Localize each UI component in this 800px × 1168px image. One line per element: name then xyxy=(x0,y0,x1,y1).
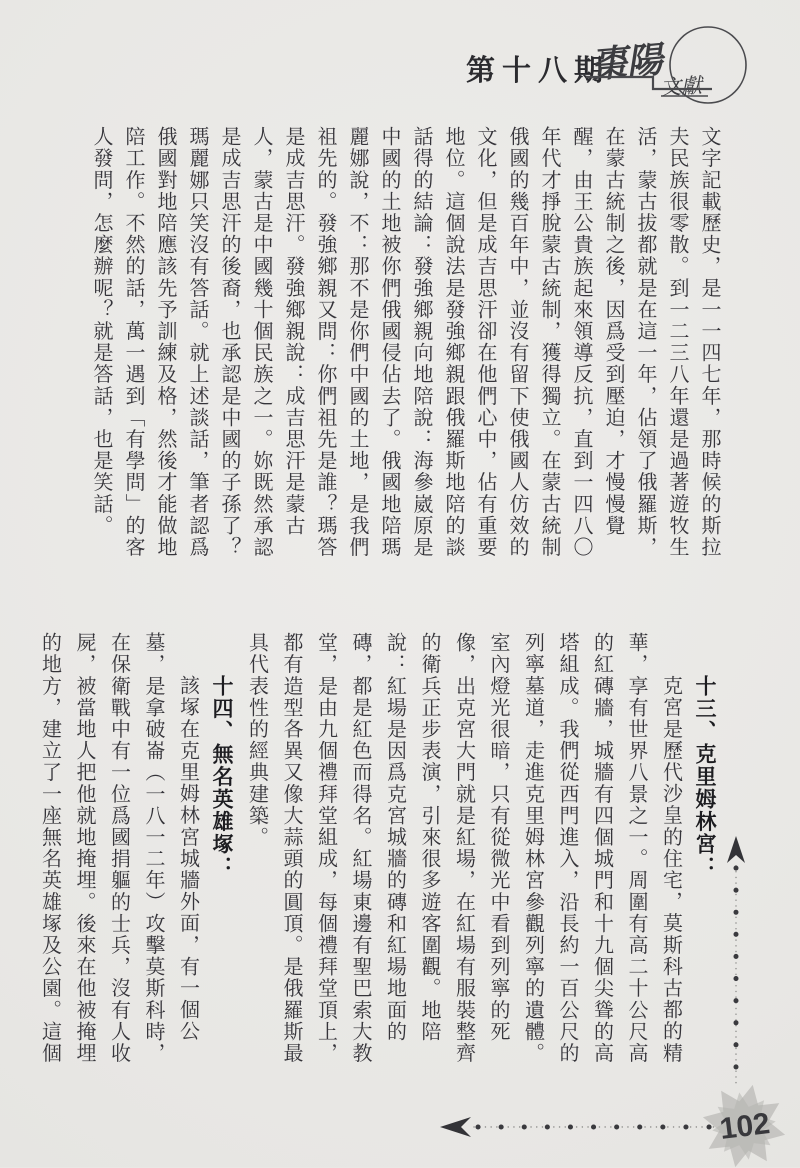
text-column: 俄國對地陪應該先予訓練及格，然後才能做地 xyxy=(154,126,176,558)
text-column: 文字記載歷史，是一一四七年，那時候的斯拉 xyxy=(698,126,720,558)
text-column: 克宮是歷代沙皇的住宅，莫斯科古都的精 xyxy=(659,675,682,1064)
left-arrow-icon xyxy=(440,1117,471,1137)
text-column: 是成吉思汗的後裔，也承認是中國的子孫了？ xyxy=(218,126,240,558)
text-column: 是成吉思汗。發強鄉親說：成吉思汗是蒙古 xyxy=(282,126,304,537)
text-column: 華，享有世界八景之一。周圍有高二十公尺高 xyxy=(625,632,647,1064)
text-column: 地位。這個說法是發強鄉親跟俄羅斯地陪的談 xyxy=(442,126,464,558)
text-column: 在蒙古統制之後，因爲受到壓迫，才慢慢覺 xyxy=(602,126,624,537)
text-column: 活，蒙古拔都就是在這一年，佔領了俄羅斯， xyxy=(634,126,656,558)
text-column: 夫民族很零散。到一二三八年還是過著遊牧生 xyxy=(666,126,688,558)
text-column: 的衛兵正步表演，引來很多遊客圍觀。地陪 xyxy=(418,632,440,1043)
text-column: 塔組成。我們從西門進入，沿長約一百公尺的 xyxy=(556,632,578,1064)
text-column: 麗娜說，不：那不是你們中國的土地，是我們 xyxy=(346,126,368,558)
text-column: 堂，是由九個禮拜堂組成，每個禮拜堂頂上， xyxy=(314,632,337,1064)
text-column: 中國的土地被你們俄國侵佔去了。俄國地陪瑪 xyxy=(378,126,400,558)
text-column: 人發問，怎麼辦呢？就是答話，也是笑話。 xyxy=(90,126,112,537)
vertical-dotted-line xyxy=(713,836,759,1092)
journal-logo xyxy=(575,16,765,128)
text-column: 像，出克宮大門就是紅場，在紅場有服裝整齊 xyxy=(452,632,475,1064)
up-arrow-icon xyxy=(727,836,745,863)
section-heading: 十三、克里姆林宮： xyxy=(693,675,717,879)
text-column: 年代才掙脫蒙古統制，獲得獨立。在蒙古統制 xyxy=(538,126,560,558)
text-column: 具代表性的經典建築。 xyxy=(245,632,268,848)
text-column: 文化，但是成吉思汗卻在他們心中，佔有重要 xyxy=(474,126,496,558)
text-column: 祖先的。發強鄉親又問：你們祖先是誰？瑪答 xyxy=(314,126,336,558)
text-column: 醒，由王公貴族起來領導反抗，直到一四八〇 xyxy=(570,126,592,558)
text-column: 陪工作。不然的話，萬一遇到「有學問」的客 xyxy=(122,126,144,558)
text-column: 的紅磚牆，城牆有四個城門和十九個尖聳的高 xyxy=(590,632,613,1064)
text-column: 都有造型各異又像大蒜頭的圓頂。是俄羅斯最 xyxy=(280,632,302,1064)
page-number: 102 xyxy=(717,1107,772,1146)
text-column: 話得的結論：發強鄉親向地陪說：海參崴原是 xyxy=(410,126,432,558)
text-column: 列寧墓道，走進克里姆林宮參觀列寧的遺體。 xyxy=(521,632,544,1064)
text-column: 瑪麗娜只笑沒有答話。就上述談話，筆者認爲 xyxy=(186,126,208,558)
text-column: 俄國的幾百年中，並沒有留下使俄國人仿效的 xyxy=(506,126,528,558)
text-column: 在保衛戰中有一位爲國捐軀的士兵，沒有人收 xyxy=(107,632,130,1064)
text-column: 該塚在克里姆林宮城牆外面，有一個公 xyxy=(176,675,199,1043)
text-column: 屍，被當地人把他就地掩埋。後來在他被掩埋 xyxy=(73,632,95,1064)
text-column: 的地方，建立了一座無名英雄塚及公園。這個 xyxy=(38,632,61,1064)
text-column: 室內燈光很暗，只有從微光中看到列寧的死 xyxy=(487,632,509,1043)
page-number-star xyxy=(699,1082,791,1168)
text-column: 磚，都是紅色而得名。紅場東邊有聖巴索大教 xyxy=(349,632,371,1064)
text-column: 人，蒙古是中國幾十個民族之一。妳既然承認 xyxy=(250,126,272,558)
bottom-text-block xyxy=(32,632,722,1108)
section-heading: 十四、無名英雄塚： xyxy=(210,675,234,879)
text-column: 說：紅場是因爲克宮城牆的磚和紅場地面的 xyxy=(383,632,406,1043)
text-column: 墓，是拿破崙（一八一二年）攻擊莫斯科時， xyxy=(142,632,164,1064)
horizontal-dotted-line xyxy=(438,1106,728,1146)
issue-label: 第十八期 xyxy=(466,55,611,87)
top-text-block xyxy=(85,126,725,604)
logo-title-main: 棗陽 xyxy=(589,39,665,86)
logo-title-sub: 文獻 xyxy=(659,73,703,100)
